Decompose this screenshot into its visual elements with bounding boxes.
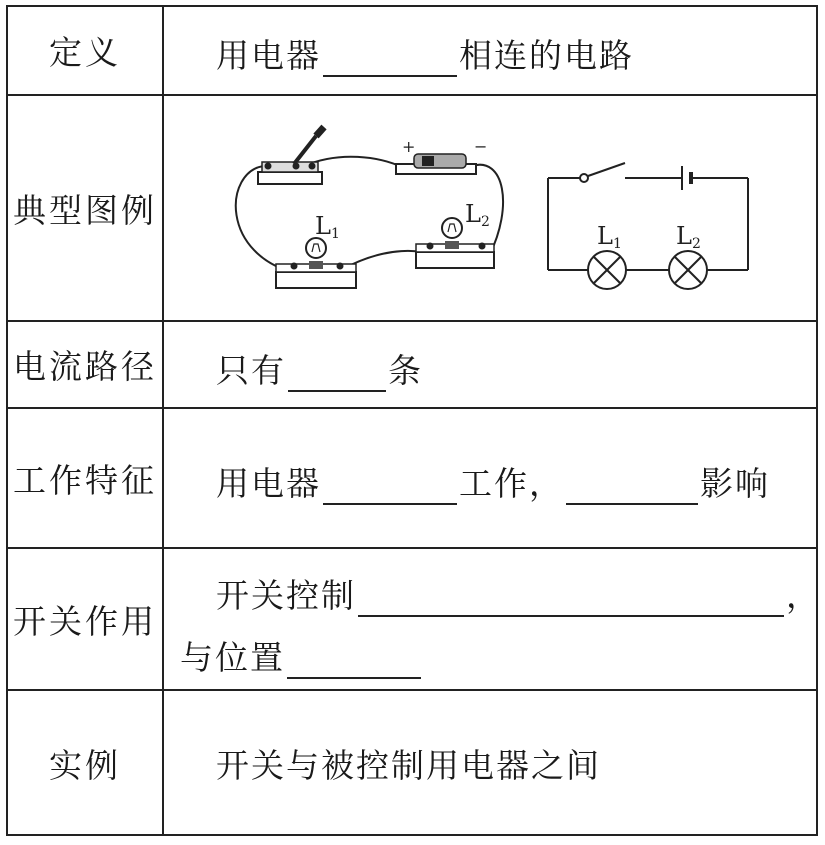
- definition-content: [216, 30, 634, 77]
- working-feature-blank-1[interactable]: [323, 473, 457, 505]
- battery-plus-sign: +: [402, 137, 416, 156]
- row-label-switch-function: 开关作用: [13, 601, 157, 641]
- knife-switch: [258, 127, 324, 184]
- row-label-definition: 定义: [49, 33, 121, 72]
- switch-function-line-1: [216, 570, 821, 617]
- lamp-holder-l1: [276, 212, 356, 288]
- current-path-blank[interactable]: [288, 360, 386, 392]
- working-feature-content: [216, 458, 770, 505]
- switch-function-line-2: [180, 632, 423, 679]
- working-feature-blank-2[interactable]: [566, 473, 698, 505]
- battery-minus-sign: −: [474, 137, 488, 156]
- definition-text-after: 相连的电路: [459, 36, 634, 75]
- working-feature-text-middle: 工作，: [459, 464, 564, 503]
- row-label-example: 实例: [49, 746, 121, 785]
- switch-function-comma: ，: [786, 576, 821, 615]
- switch-pivot: [580, 174, 588, 182]
- lamp-holder-l2: [416, 200, 494, 268]
- schematic-l1-label: L1: [597, 222, 622, 252]
- battery-holder: [396, 137, 487, 174]
- switch-function-text-before: 开关控制: [216, 576, 356, 615]
- current-path-text-before: 只有: [216, 351, 286, 390]
- current-path-content: [216, 345, 423, 392]
- schematic-l2-label: L2: [676, 222, 701, 252]
- lamp-l2-label: L2: [465, 200, 490, 230]
- circuit-diagrams: [164, 96, 816, 320]
- switch-function-position-text: 与位置: [180, 638, 285, 677]
- example-text: 开关与被控制用电器之间: [216, 746, 601, 785]
- working-feature-text-before: 用电器: [216, 464, 321, 503]
- row-label-current-path: 电流路径: [13, 347, 157, 386]
- definition-text-before: 用电器: [216, 36, 321, 75]
- working-feature-text-after: 影响: [700, 464, 770, 503]
- switch-lever: [588, 163, 625, 176]
- definition-blank[interactable]: [323, 45, 457, 77]
- row-label-typical-diagram: 典型图例: [13, 190, 157, 230]
- switch-function-blank-2[interactable]: [287, 647, 421, 679]
- switch-function-blank-1[interactable]: [358, 585, 784, 617]
- current-path-text-after: 条: [388, 351, 423, 390]
- lamp-l1-label: L1: [315, 212, 340, 242]
- row-label-working-feature: 工作特征: [13, 460, 157, 500]
- example-content: [216, 740, 601, 787]
- schematic-diagram: [548, 163, 748, 289]
